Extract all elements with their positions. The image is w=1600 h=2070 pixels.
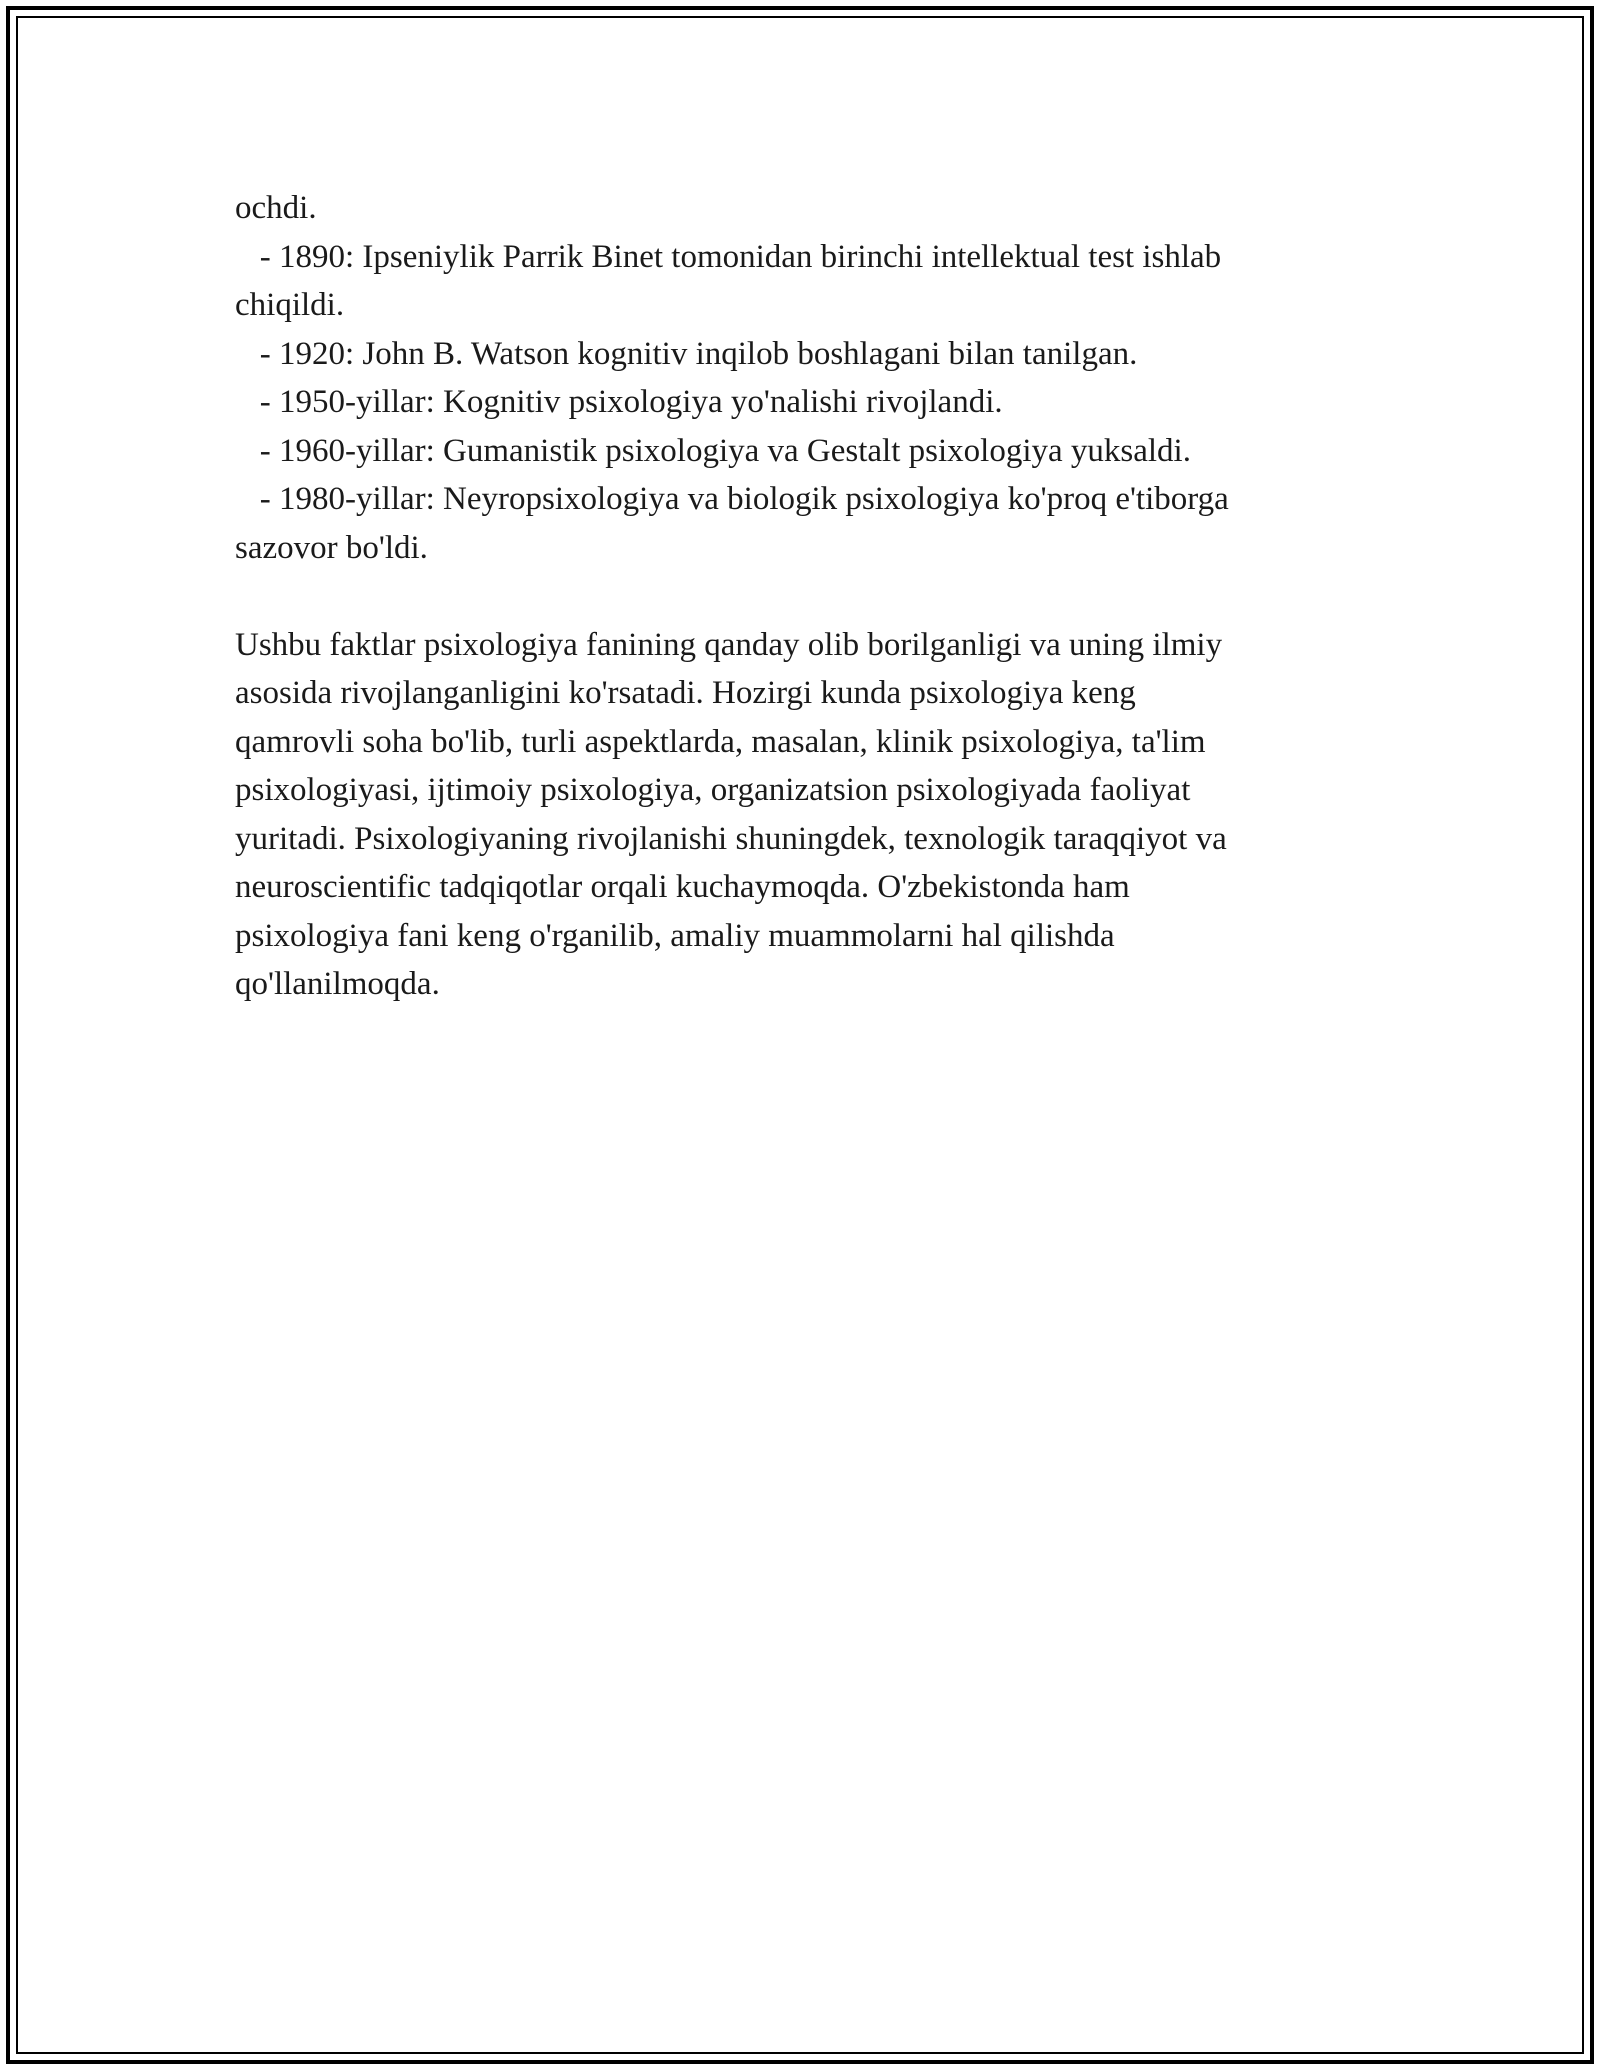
- paragraph-line: qo'llanilmoqda.: [235, 966, 440, 1002]
- list-line: ochdi.: [235, 190, 317, 226]
- paragraph-spacer: [235, 572, 1375, 621]
- paragraph-line: yuritadi. Psixologiyaning rivojlanishi shuningdek, texnologik taraqqiyot va: [235, 820, 1227, 857]
- list-line: - 1980-yillar: Neyropsixologiya va biologik psixologiya ko'proq e'tiborga: [235, 481, 1229, 517]
- paragraph-line: psixologiya fani keng o'rganilib, amaliy muammolarni hal qilishda: [235, 917, 1115, 954]
- paragraph-line: asosida rivojlanganligini ko'rsatadi. Hozirgi kunda psixologiya keng: [235, 675, 1136, 711]
- list-line: sazovor bo'ldi.: [235, 529, 428, 566]
- list-line: - 1950-yillar: Kognitiv psixologiya yo'nalishi rivojlandi.: [235, 384, 1003, 420]
- list-line: chiqildi.: [235, 287, 345, 323]
- paragraph-line: psixologiyasi, ijtimoiy psixologiya, organizatsion psixologiyada faoliyat: [235, 772, 1191, 808]
- document-body: [235, 184, 1375, 1009]
- list-line: - 1890: Ipseniylik Parrik Binet tomonidan birinchi intellektual test ishlab: [235, 238, 1222, 275]
- paragraph-line: Ushbu faktlar psixologiya fanining qanday olib borilganligi va uning ilmiy: [235, 626, 1223, 663]
- summary-paragraph: [235, 621, 1375, 1009]
- paragraph-line: neuroscientific tadqiqotlar orqali kuchaymoqda. O'zbekistonda ham: [235, 869, 1130, 905]
- list-line: - 1920: John B. Watson kognitiv inqilob boshlagani bilan tanilgan.: [235, 335, 1138, 372]
- list-line: - 1960-yillar: Gumanistik psixologiya va Gestalt psixologiya yuksaldi.: [235, 432, 1191, 469]
- paragraph-line: qamrovli soha bo'lib, turli aspektlarda, masalan, klinik psixologiya, ta'lim: [235, 723, 1206, 760]
- timeline-list: [235, 184, 1375, 572]
